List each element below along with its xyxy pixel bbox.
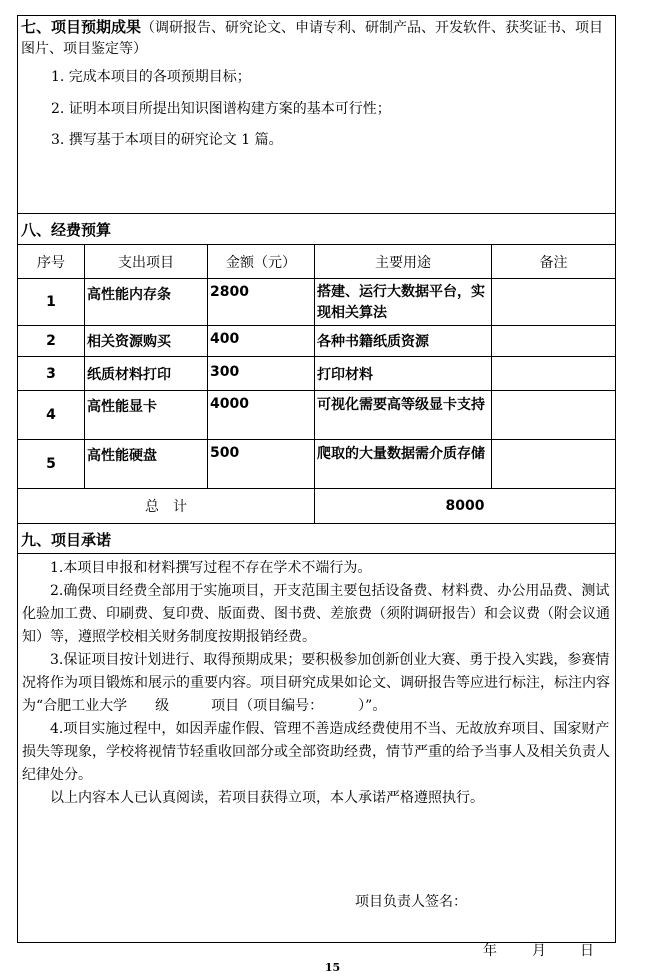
row-note <box>491 357 615 390</box>
budget-table-header <box>18 244 615 278</box>
row-amount: 2800 <box>207 279 314 325</box>
commitment-paragraph: 4.项目实施过程中，如因弄虚作假、管理不善造成经费使用不当、无故放弃项目、国家财产损失等现象，学校将视情节轻重收回部分或全部资助经费，情节严重的给予当事人及相关负责人纪律处分。 <box>22 721 610 783</box>
total-value: 8000 <box>314 489 615 523</box>
date-day: 日 <box>580 943 594 959</box>
application-form <box>17 15 616 959</box>
commitment-paragraph: 以上内容本人已认真阅读，若项目获得立项，本人承诺严格遵照执行。 <box>50 790 484 806</box>
table-row <box>18 325 615 356</box>
table-row <box>18 356 615 390</box>
row-no: 2 <box>46 333 56 349</box>
row-item: 高性能显卡 <box>84 391 207 439</box>
section8-title: 八、经费预算 <box>21 221 112 239</box>
expected-results-section <box>18 16 615 213</box>
commitment-paragraph: 1.本项目申报和材料撰写过程不存在学术不端行为。 <box>50 560 372 576</box>
date-month: 月 <box>532 943 546 959</box>
table-row <box>18 278 615 325</box>
table-row <box>18 390 615 439</box>
expected-result-item: 3. 撰写基于本项目的研究论文 1 篇。 <box>51 132 283 148</box>
header-note: 备注 <box>491 245 615 278</box>
row-amount: 400 <box>207 326 314 356</box>
row-note <box>491 440 615 488</box>
row-item: 纸质材料打印 <box>84 357 207 390</box>
header-no: 序号 <box>37 254 65 271</box>
total-label: 总 计 <box>145 499 187 515</box>
commitment-section-heading <box>18 523 615 553</box>
row-no: 5 <box>46 456 56 472</box>
signature-label: 项目负责人签名： <box>355 894 467 910</box>
page-number: 15 <box>324 961 341 974</box>
header-item: 支出项目 <box>84 245 207 278</box>
section7-note: （调研报告、研究论文、申请专利、研制产品、开发软件、获奖证书、项目图片、项目鉴定等） <box>21 20 604 57</box>
commitment-body <box>18 553 615 959</box>
row-use: 打印材料 <box>314 357 491 390</box>
row-amount: 300 <box>207 357 314 390</box>
budget-total-row <box>18 488 615 523</box>
row-item: 高性能内存条 <box>84 279 207 325</box>
row-use: 爬取的大量数据需介质存储 <box>314 440 491 488</box>
table-row <box>18 439 615 488</box>
expected-result-item: 2. 证明本项目所提出知识图谱构建方案的基本可行性； <box>51 101 391 117</box>
row-no: 1 <box>46 294 56 310</box>
row-item: 相关资源购买 <box>84 326 207 356</box>
row-use: 搭建、运行大数据平台，实现相关算法 <box>314 279 491 325</box>
date-year: 年 <box>483 943 497 959</box>
section9-title: 九、项目承诺 <box>21 531 112 549</box>
row-note <box>491 326 615 356</box>
section7-title: 七、项目预期成果 <box>21 18 142 36</box>
commitment-paragraph: 3.保证项目按计划进行、取得预期成果；要积极参加创新创业大赛、勇于投入实践，参赛情况将作为项目锻炼和展示的重要内容。项目研究成果如论文、调研报告等应进行标注，标注内容为“合肥工业大学 级 项目（项目编号： ）”。 <box>22 652 610 714</box>
header-use: 主要用途 <box>314 245 491 278</box>
budget-section-heading <box>18 213 615 244</box>
row-use: 可视化需要高等级显卡支持 <box>314 391 491 439</box>
row-use: 各种书籍纸质资源 <box>314 326 491 356</box>
header-amount: 金额（元） <box>207 245 314 278</box>
row-note <box>491 279 615 325</box>
row-amount: 500 <box>207 440 314 488</box>
row-item: 高性能硬盘 <box>84 440 207 488</box>
row-no: 3 <box>46 365 56 382</box>
row-amount: 4000 <box>207 391 314 439</box>
expected-result-item: 1. 完成本项目的各项预期目标； <box>51 69 251 85</box>
commitment-paragraph: 2.确保项目经费全部用于实施项目，开支范围主要包括设备费、材料费、办公用品费、测试化验加工费、印刷费、复印费、版面费、图书费、差旅费（须附调研报告）和会议费（附会议通知）等，遵照学校相关财务制度按期报销经费。 <box>22 583 610 645</box>
row-no: 4 <box>46 407 56 423</box>
row-note <box>491 391 615 439</box>
expected-results-heading <box>21 17 612 59</box>
